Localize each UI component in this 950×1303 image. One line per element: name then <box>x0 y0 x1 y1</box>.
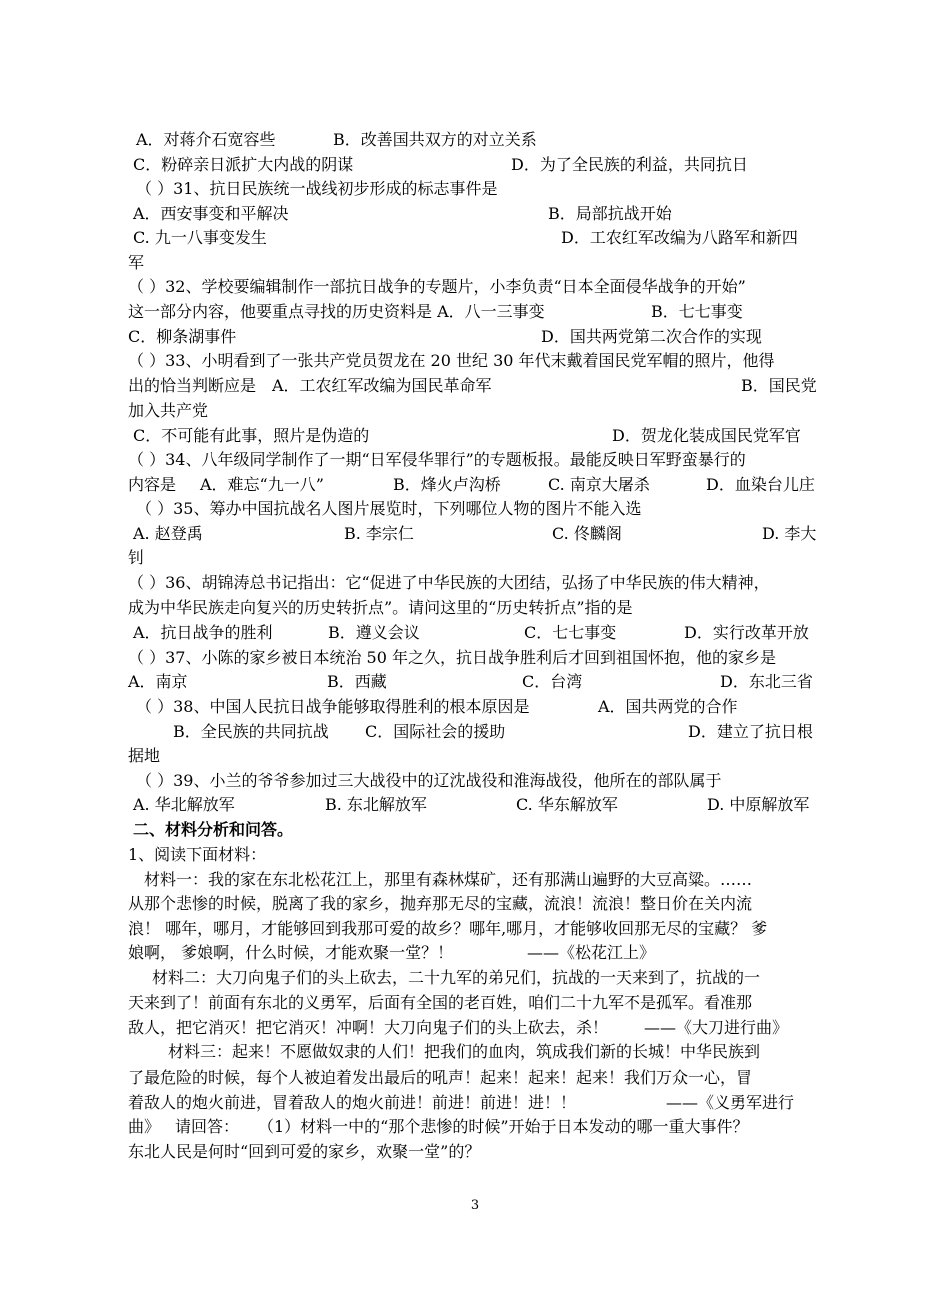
text-segment: C. 华东解放军 <box>516 795 618 814</box>
text-segment: 请回答： <box>175 1117 240 1136</box>
text-segment: B．国民党 <box>741 376 817 395</box>
text-segment: C．国际社会的援助 <box>365 722 506 741</box>
text-segment: 曲》 <box>128 1117 161 1136</box>
text-segment: （ ）39、小兰的爷爷参加过三大战役中的辽沈战役和淮海战役，他所在的部队属于 <box>136 771 722 790</box>
text-segment: D．血染台儿庄 <box>706 475 815 494</box>
text-segment: A．对蒋介石宽容些 <box>136 130 276 149</box>
text-segment: ——《松花江上》 <box>527 943 656 962</box>
text-segment: 天来到了！前面有东北的义勇军，后面有全国的老百姓，咱们二十九军不是孤军。看准那 <box>128 993 753 1012</box>
text-segment: （ ）31、抗日民族统一战线初步形成的标志事件是 <box>136 179 498 198</box>
text-segment: C．柳条湖事件 <box>128 327 237 346</box>
text-segment: 二、材料分析和问答。 <box>133 820 294 839</box>
text-segment: B．局部抗战开始 <box>548 204 672 223</box>
text-segment: D．贺龙化装成国民党军官 <box>612 426 801 445</box>
text-segment: C. 佟麟阁 <box>552 524 622 543</box>
text-segment: 内容是 <box>128 475 177 494</box>
text-segment: 据地 <box>128 746 161 765</box>
text-segment: 加入共产党 <box>128 401 209 420</box>
text-segment: D. 中原解放军 <box>707 795 810 814</box>
text-segment: 浪！ 哪年，哪月，才能够回到我那可爱的故乡？哪年,哪月，才能够收回那无尽的宝藏？ 爹 <box>128 919 768 938</box>
text-segment: C．七七事变 <box>524 623 617 642</box>
text-segment: A. 华北解放军 <box>133 795 235 814</box>
text-segment: 军 <box>128 253 145 272</box>
text-segment: （1）材料一中的“那个悲惨的时候”开始于日本发动的哪一重大事件？ <box>258 1117 749 1136</box>
text-segment: 从那个悲惨的时候，脱离了我的家乡，抛弃那无尽的宝藏，流浪！流浪！整日价在关内流 <box>128 894 753 913</box>
text-segment: A．西安事变和平解决 <box>133 204 289 223</box>
text-segment: 出的恰当判断应是 A．工农红军改编为国民革命军 <box>128 376 492 395</box>
text-segment: A．南京 <box>128 672 188 691</box>
text-segment: （ ）38、中国人民抗日战争能够取得胜利的根本原因是 <box>136 697 530 716</box>
text-segment: D．工农红军改编为八路军和新四 <box>561 228 798 247</box>
text-segment: B．七七事变 <box>651 302 743 321</box>
text-segment: B. 东北解放军 <box>325 795 427 814</box>
text-segment: D．为了全民族的利益，共同抗日 <box>511 155 748 174</box>
text-segment: D．实行改革开放 <box>684 623 809 642</box>
text-segment: D．东北三省 <box>720 672 813 691</box>
text-segment: 成为中华民族走向复兴的历史转折点”。请问这里的“历史转折点”指的是 <box>128 598 633 617</box>
text-segment: 东北人民是何时“回到可爱的家乡，欢聚一堂”的？ <box>128 1142 481 1161</box>
text-segment: C．粉碎亲日派扩大内战的阴谋 <box>133 155 354 174</box>
text-segment: B．遵义会议 <box>328 623 420 642</box>
text-segment: C．台湾 <box>522 672 583 691</box>
text-segment: 娘啊， 爹娘啊，什么时候，才能欢聚一堂？！ <box>128 943 454 962</box>
text-segment: 着敌人的炮火前进，冒着敌人的炮火前进！前进！前进！进！！ <box>128 1093 577 1112</box>
text-segment: （ ）36、胡锦涛总书记指出：它“促进了中华民族的大团结，弘扬了中华民族的伟大精神， <box>128 573 770 592</box>
text-segment: A．难忘“九一八” <box>200 475 324 494</box>
text-segment: 材料一：我的家在东北松花江上，那里有森林煤矿，还有那满山遍野的大豆高粱。…… <box>144 870 753 889</box>
text-segment: 钊 <box>128 548 145 567</box>
text-segment: 材料二：大刀向鬼子们的头上砍去，二十九军的弟兄们，抗战的一天来到了，抗战的一 <box>152 968 761 987</box>
text-segment: （ ）32、学校要编辑制作一部抗日战争的专题片，小李负责“日本全面侵华战争的开始” <box>128 277 746 296</box>
text-segment: A．国共两党的合作 <box>598 697 738 716</box>
text-segment: （ ）37、小陈的家乡被日本统治 50 年之久，抗日战争胜利后才回到祖国怀抱，他的家乡是 <box>128 648 776 667</box>
text-segment: 材料三：起来！不愿做奴隶的人们！把我们的血肉，筑成我们新的长城！中华民族到 <box>168 1042 761 1061</box>
text-segment: D．建立了抗日根 <box>688 722 813 741</box>
text-segment: 这一部分内容，他要重点寻找的历史资料是 A．八一三事变 <box>128 302 545 321</box>
text-segment: C．不可能有此事，照片是伪造的 <box>133 426 370 445</box>
text-segment: D．国共两党第二次合作的实现 <box>541 327 762 346</box>
text-segment: 了最危险的时候，每个人被迫着发出最后的吼声！起来！起来！起来！我们万众一心，冒 <box>128 1068 753 1087</box>
text-segment: B．改善国共双方的对立关系 <box>333 130 537 149</box>
text-segment: B．烽火卢沟桥 <box>393 475 501 494</box>
text-segment: （ ）35、筹办中国抗战名人图片展览时，下列哪位人物的图片不能入选 <box>136 499 642 518</box>
text-segment: B．西藏 <box>327 672 387 691</box>
text-segment: C. 南京大屠杀 <box>548 475 650 494</box>
text-segment: B. 李宗仁 <box>344 524 414 543</box>
text-segment: B．全民族的共同抗战 <box>173 722 329 741</box>
text-segment: （ ）33、小明看到了一张共产党员贺龙在 20 世纪 30 年代末戴着国民党军帽的照片，他得 <box>128 351 775 370</box>
text-segment: ——《大刀进行曲》 <box>644 1018 789 1037</box>
text-segment: D. 李大 <box>762 524 817 543</box>
text-segment: （ ）34、八年级同学制作了一期“日军侵华罪行”的专题板报。最能反映日军野蛮暴行的 <box>128 450 746 469</box>
text-segment: ——《义勇军进行 <box>666 1093 795 1112</box>
text-segment: 1、阅读下面材料： <box>128 845 267 864</box>
text-segment: A. 赵登禹 <box>133 524 203 543</box>
text-segment: A．抗日战争的胜利 <box>133 623 273 642</box>
page-number: 3 <box>470 1198 480 1213</box>
text-segment: C. 九一八事变发生 <box>133 228 267 247</box>
text-segment: 敌人，把它消灭！把它消灭！冲啊！大刀向鬼子们的头上砍去，杀！ <box>128 1018 609 1037</box>
